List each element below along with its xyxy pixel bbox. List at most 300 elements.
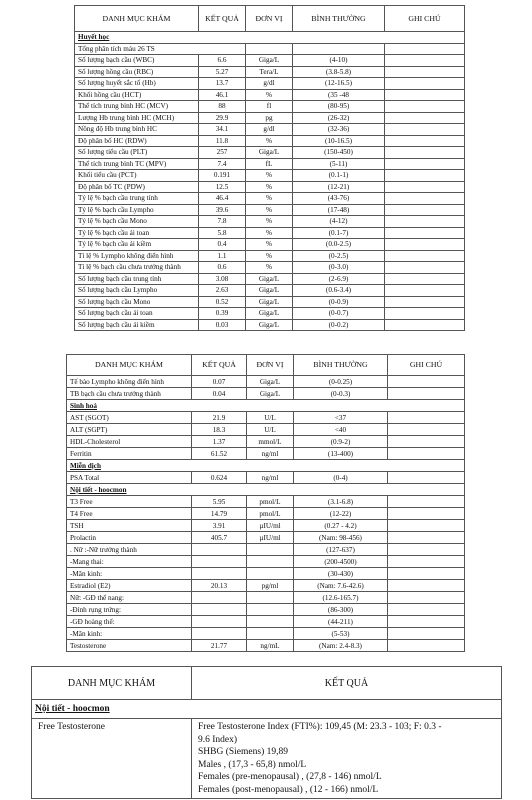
test-normal-range: (0-0.2)	[293, 319, 385, 331]
test-normal-range: (0-0.7)	[293, 308, 385, 320]
table-row	[67, 424, 465, 436]
test-normal-range: (0-3.0)	[293, 262, 385, 274]
test-name: TSH	[67, 520, 192, 532]
table-row	[67, 592, 465, 604]
result-line: SHBG (Siemens) 19,89	[198, 747, 288, 757]
test-unit: g/dl	[246, 124, 293, 136]
test-normal-range: (0-2.5)	[293, 250, 385, 262]
header-result: KẾT QUẢ	[192, 667, 502, 700]
table-row	[75, 319, 465, 331]
test-result: 1.37	[192, 436, 247, 448]
test-unit: Giga/L	[246, 55, 293, 67]
test-note	[385, 181, 465, 193]
test-unit	[247, 568, 294, 580]
test-normal-range: (3.1-6.8)	[294, 496, 388, 508]
test-unit: mmol/L	[247, 436, 294, 448]
table-row	[32, 719, 502, 799]
test-result: 14.79	[192, 508, 247, 520]
test-result: 21.9	[192, 412, 247, 424]
test-name: -GĐ hoàng thể:	[67, 616, 192, 628]
table-row	[75, 308, 465, 320]
test-note	[388, 640, 465, 652]
table-row	[67, 616, 465, 628]
table-row	[75, 227, 465, 239]
test-result: 3.08	[199, 273, 246, 285]
test-note	[385, 308, 465, 320]
free-testosterone-table	[31, 666, 502, 799]
test-normal-range: <40	[294, 424, 388, 436]
test-note	[388, 532, 465, 544]
header-note: GHI CHÚ	[388, 355, 465, 376]
test-normal-range: (0-0.9)	[293, 296, 385, 308]
section-title: Sinh hoá	[67, 400, 465, 412]
test-unit: U/L	[247, 424, 294, 436]
test-result: 257	[199, 147, 246, 159]
item-name: Free Testosterone	[32, 719, 192, 799]
test-name: Độ phân bố HC (RDW)	[75, 135, 199, 147]
table-row	[67, 448, 465, 460]
test-unit: fl	[246, 101, 293, 113]
test-name: Estradiol (E2)	[67, 580, 192, 592]
table-row	[75, 204, 465, 216]
test-result: 1.1	[199, 250, 246, 262]
test-normal-range: (12-22)	[294, 508, 388, 520]
table-row	[67, 508, 465, 520]
test-unit: ng/ml	[247, 448, 294, 460]
hematology-table-page	[74, 5, 464, 331]
test-unit: µIU/ml	[247, 520, 294, 532]
test-name: Ferritin	[67, 448, 192, 460]
test-result: 405.7	[192, 532, 247, 544]
test-normal-range: (0-0.25)	[294, 376, 388, 388]
test-unit: Giga/L	[247, 376, 294, 388]
test-name: TB bạch cầu chưa trưởng thành	[67, 388, 192, 400]
test-normal-range: (12.6-165.7)	[294, 592, 388, 604]
table-row	[75, 89, 465, 101]
test-note	[385, 250, 465, 262]
header-normal: BÌNH THƯỜNG	[294, 355, 388, 376]
table-row	[67, 472, 465, 484]
test-result: 7.8	[199, 216, 246, 228]
test-unit	[247, 592, 294, 604]
header-unit: ĐƠN VỊ	[247, 355, 294, 376]
table-row	[67, 376, 465, 388]
test-result: 88	[199, 101, 246, 113]
test-unit: Giga/L	[247, 388, 294, 400]
test-note	[385, 112, 465, 124]
test-name: Testosterone	[67, 640, 192, 652]
table-row	[75, 181, 465, 193]
test-name: Số lượng bạch cầu (WBC)	[75, 55, 199, 67]
test-note	[385, 158, 465, 170]
test-result: 13.7	[199, 78, 246, 90]
test-note	[385, 193, 465, 205]
test-unit: ng/mL	[247, 640, 294, 652]
test-name: Tỷ lệ % bạch cầu Lympho	[75, 204, 199, 216]
test-normal-range: (200-4500)	[294, 556, 388, 568]
test-name: PSA Total	[67, 472, 192, 484]
test-name: Thể tích trung bình TC (MPV)	[75, 158, 199, 170]
test-normal-range: (13-400)	[294, 448, 388, 460]
table-row	[75, 135, 465, 147]
test-normal-range: <37	[294, 412, 388, 424]
test-normal-range: (17-48)	[293, 204, 385, 216]
test-unit: %	[246, 262, 293, 274]
test-unit: pmol/L	[247, 508, 294, 520]
test-name: -Đỉnh rụng trứng:	[67, 604, 192, 616]
table-row	[67, 640, 465, 652]
test-name: Nữ: -GĐ thể nang:	[67, 592, 192, 604]
test-result: 11.8	[199, 135, 246, 147]
test-name: -Mãn kinh:	[67, 628, 192, 640]
test-name: Khối tiểu cầu (PCT)	[75, 170, 199, 182]
test-unit: Giga/L	[246, 296, 293, 308]
test-unit: µIU/ml	[247, 532, 294, 544]
test-normal-range: (32-36)	[293, 124, 385, 136]
table-row	[75, 170, 465, 182]
test-unit: pg/ml	[247, 580, 294, 592]
test-result: 61.52	[192, 448, 247, 460]
table-row	[75, 273, 465, 285]
table-row	[75, 193, 465, 205]
test-name: Số lượng bạch cầu ái toan	[75, 308, 199, 320]
table-row	[67, 388, 465, 400]
test-normal-range: (80-95)	[293, 101, 385, 113]
test-result: 5.8	[199, 227, 246, 239]
result-line: 9.6 Index)	[198, 734, 238, 745]
test-note	[385, 285, 465, 297]
table-row	[67, 412, 465, 424]
test-unit: %	[246, 239, 293, 251]
result-line: Females (pre-menopausal) , (27,8 - 146) nmol/L	[198, 772, 382, 782]
test-unit: Tera/L	[246, 66, 293, 78]
table-row	[75, 112, 465, 124]
test-result: 0.6	[199, 262, 246, 274]
table-row	[67, 628, 465, 640]
section-title: Nội tiết - hoocmon	[67, 484, 465, 496]
table-row	[75, 250, 465, 262]
test-result: 6.6	[199, 55, 246, 67]
test-result: 29.9	[199, 112, 246, 124]
test-result: 20.13	[192, 580, 247, 592]
result-line: Free Testosterone Index (FTI%): 109,45 (M: 23.3 - 103; F: 0.3 -	[198, 722, 442, 732]
test-normal-range: (12-21)	[293, 181, 385, 193]
test-result: 46.4	[199, 193, 246, 205]
test-name: Tế bào Lympho không điển hình	[67, 376, 192, 388]
test-result: 0.191	[199, 170, 246, 182]
test-note	[388, 568, 465, 580]
test-unit: Giga/L	[246, 319, 293, 331]
test-result: 34.1	[199, 124, 246, 136]
header-unit: ĐƠN VỊ	[246, 6, 293, 32]
test-name: Độ phân bố TC (PDW)	[75, 181, 199, 193]
test-unit: g/dl	[246, 78, 293, 90]
test-normal-range: (150-450)	[293, 147, 385, 159]
test-note	[388, 376, 465, 388]
test-normal-range: (30-430)	[294, 568, 388, 580]
test-name: HDL-Cholesterol	[67, 436, 192, 448]
test-note	[388, 412, 465, 424]
table-header-row	[32, 667, 502, 700]
test-unit	[247, 544, 294, 556]
biochem-table-page	[66, 354, 464, 652]
test-unit	[247, 604, 294, 616]
test-name: Số lượng huyết sắc tố (Hb)	[75, 78, 199, 90]
header-normal: BÌNH THƯỜNG	[293, 6, 385, 32]
test-name: Tỷ lệ % bạch cầu Mono	[75, 216, 199, 228]
test-normal-range: (2-6.9)	[293, 273, 385, 285]
test-note	[388, 508, 465, 520]
test-unit	[247, 616, 294, 628]
test-note	[385, 262, 465, 274]
hematology-table	[74, 5, 465, 331]
test-note	[385, 147, 465, 159]
test-note	[388, 544, 465, 556]
test-unit: Giga/L	[246, 273, 293, 285]
test-note	[388, 472, 465, 484]
header-name: DANH MỤC KHÁM	[75, 6, 199, 32]
table-row	[75, 55, 465, 67]
test-note	[388, 616, 465, 628]
test-normal-range: (3.8-5.8)	[293, 66, 385, 78]
test-normal-range: (86-300)	[294, 604, 388, 616]
table-row	[75, 158, 465, 170]
test-normal-range: (0.6-3.4)	[293, 285, 385, 297]
table-header-row	[75, 6, 465, 32]
test-normal-range: (44-211)	[294, 616, 388, 628]
test-note	[388, 628, 465, 640]
test-name: ALT (SGPT)	[67, 424, 192, 436]
test-note	[388, 436, 465, 448]
test-result: 0.624	[192, 472, 247, 484]
test-normal-range: (4-12)	[293, 216, 385, 228]
table-row	[67, 580, 465, 592]
test-normal-range: (12-16.5)	[293, 78, 385, 90]
test-name: Tỷ lệ % bạch cầu ái kiềm	[75, 239, 199, 251]
test-note	[385, 55, 465, 67]
table-row	[67, 556, 465, 568]
test-normal-range: (5-53)	[294, 628, 388, 640]
table-row	[75, 147, 465, 159]
table-row	[67, 496, 465, 508]
test-name: Số lượng bạch cầu trung tính	[75, 273, 199, 285]
test-normal-range: (10-16.5)	[293, 135, 385, 147]
test-note	[385, 135, 465, 147]
test-name: . Nữ :-Nữ trưởng thành	[67, 544, 192, 556]
table-row	[67, 544, 465, 556]
test-result	[192, 604, 247, 616]
test-name: Lượng Hb trung bình HC (MCH)	[75, 112, 199, 124]
test-normal-range: (43-76)	[293, 193, 385, 205]
result-line: Males , (17,3 - 65,8) nmol/L	[198, 759, 307, 770]
test-result	[192, 616, 247, 628]
header-name: DANH MỤC KHÁM	[67, 355, 192, 376]
test-name: Khối hồng cầu (HCT)	[75, 89, 199, 101]
test-unit	[247, 556, 294, 568]
test-unit: %	[246, 227, 293, 239]
section-row	[32, 700, 502, 719]
result-line: Females (post-menopausal) , (12 - 166) nmol/L	[198, 784, 379, 795]
test-normal-range: (Nam: 7.6-42.6)	[294, 580, 388, 592]
test-result: 5.27	[199, 66, 246, 78]
section-title: Huyết học	[75, 32, 465, 44]
test-normal-range: (0-4)	[294, 472, 388, 484]
test-name: Số lượng tiểu cầu (PLT)	[75, 147, 199, 159]
test-unit: %	[246, 181, 293, 193]
section-title: Nội tiết - hoocmon	[32, 700, 502, 719]
test-note	[385, 296, 465, 308]
test-name: Số lượng bạch cầu Mono	[75, 296, 199, 308]
table-row	[75, 296, 465, 308]
test-note	[388, 556, 465, 568]
test-name: Tỉ lệ % Lympho không điển hình	[75, 250, 199, 262]
test-name: -Mang thai:	[67, 556, 192, 568]
test-note	[388, 448, 465, 460]
test-result	[192, 556, 247, 568]
test-note	[385, 101, 465, 113]
test-note	[385, 124, 465, 136]
test-name: Nồng độ Hb trung bình HC	[75, 124, 199, 136]
test-result	[192, 544, 247, 556]
test-normal-range: (0.9-2)	[294, 436, 388, 448]
test-result	[192, 592, 247, 604]
test-note	[385, 89, 465, 101]
test-result: 0.52	[199, 296, 246, 308]
test-name: T3 Free	[67, 496, 192, 508]
test-result: 7.4	[199, 158, 246, 170]
section-title: Miễn dịch	[67, 460, 465, 472]
section-row	[67, 460, 465, 472]
test-result: 0.4	[199, 239, 246, 251]
table-row	[75, 66, 465, 78]
test-normal-range: (0.1-7)	[293, 227, 385, 239]
biochem-table	[66, 354, 465, 652]
test-result: 0.03	[199, 319, 246, 331]
test-result: 12.5	[199, 181, 246, 193]
test-name: T4 Free	[67, 508, 192, 520]
test-unit: fL	[246, 158, 293, 170]
test-unit: %	[246, 204, 293, 216]
test-note	[388, 388, 465, 400]
test-unit: pg	[246, 112, 293, 124]
test-normal-range: (0.0-2.5)	[293, 239, 385, 251]
test-normal-range: (4-10)	[293, 55, 385, 67]
test-note	[388, 604, 465, 616]
test-note	[388, 496, 465, 508]
test-normal-range: (35 -48	[293, 89, 385, 101]
test-result: 3.91	[192, 520, 247, 532]
table-row	[67, 520, 465, 532]
test-result	[192, 628, 247, 640]
header-result: KẾT QUẢ	[192, 355, 247, 376]
test-result: 46.1	[199, 89, 246, 101]
test-name: -Mãn kinh:	[67, 568, 192, 580]
test-result: 18.3	[192, 424, 247, 436]
table-row	[75, 285, 465, 297]
section-row	[67, 484, 465, 496]
test-note	[388, 580, 465, 592]
test-note	[388, 520, 465, 532]
test-name: Tỉ lệ % bạch cầu chưa trưởng thành	[75, 262, 199, 274]
test-normal-range: (0.1-1)	[293, 170, 385, 182]
test-note	[388, 592, 465, 604]
header-result: KẾT QUẢ	[199, 6, 246, 32]
test-name: Prolactin	[67, 532, 192, 544]
test-note	[385, 319, 465, 331]
test-normal-range: (Nam: 98-456)	[294, 532, 388, 544]
test-note	[385, 216, 465, 228]
free-testosterone-table-page	[31, 666, 501, 799]
test-name: Tỷ lệ % bạch cầu trung tính	[75, 193, 199, 205]
test-result: 0.39	[199, 308, 246, 320]
table-row	[75, 239, 465, 251]
test-unit: %	[246, 89, 293, 101]
test-unit: Giga/L	[246, 147, 293, 159]
test-unit: %	[246, 216, 293, 228]
test-result: 5.95	[192, 496, 247, 508]
test-result: 21.77	[192, 640, 247, 652]
test-name: AST (SGOT)	[67, 412, 192, 424]
test-unit: ng/ml	[247, 472, 294, 484]
subheading-row	[75, 43, 465, 55]
test-normal-range: (127-637)	[294, 544, 388, 556]
test-result	[192, 568, 247, 580]
test-unit: %	[246, 193, 293, 205]
header-name: DANH MỤC KHÁM	[32, 667, 192, 700]
test-unit: %	[246, 170, 293, 182]
table-row	[67, 568, 465, 580]
test-note	[385, 66, 465, 78]
test-name: Số lượng hồng cầu (RBC)	[75, 66, 199, 78]
test-note	[388, 424, 465, 436]
test-normal-range: (0.27 - 4.2)	[294, 520, 388, 532]
test-note	[385, 204, 465, 216]
test-unit: Giga/L	[246, 285, 293, 297]
test-note	[385, 227, 465, 239]
test-note	[385, 273, 465, 285]
test-name: Tỷ lệ % bạch cầu ái toan	[75, 227, 199, 239]
test-unit	[247, 628, 294, 640]
test-normal-range: (5-11)	[293, 158, 385, 170]
header-note: GHI CHÚ	[385, 6, 465, 32]
table-row	[67, 436, 465, 448]
test-result: 0.04	[192, 388, 247, 400]
table-row	[75, 262, 465, 274]
table-row	[75, 101, 465, 113]
table-row	[75, 124, 465, 136]
subheading: Tổng phân tích máu 26 TS	[75, 43, 246, 55]
test-normal-range: (0-0.3)	[294, 388, 388, 400]
test-unit: pmol/L	[247, 496, 294, 508]
section-row	[75, 32, 465, 44]
test-name: Thể tích trung bình HC (MCV)	[75, 101, 199, 113]
test-note	[385, 239, 465, 251]
test-unit: U/L	[247, 412, 294, 424]
test-result: 0.07	[192, 376, 247, 388]
table-row	[75, 216, 465, 228]
test-note	[385, 170, 465, 182]
table-row	[75, 78, 465, 90]
test-unit: Giga/L	[246, 308, 293, 320]
test-result: 2.63	[199, 285, 246, 297]
table-row	[67, 532, 465, 544]
section-row	[67, 400, 465, 412]
test-name: Số lượng bạch cầu ái kiềm	[75, 319, 199, 331]
test-unit: %	[246, 135, 293, 147]
test-name: Số lượng bạch cầu Lympho	[75, 285, 199, 297]
result-lines	[192, 719, 502, 799]
test-normal-range: (26-32)	[293, 112, 385, 124]
